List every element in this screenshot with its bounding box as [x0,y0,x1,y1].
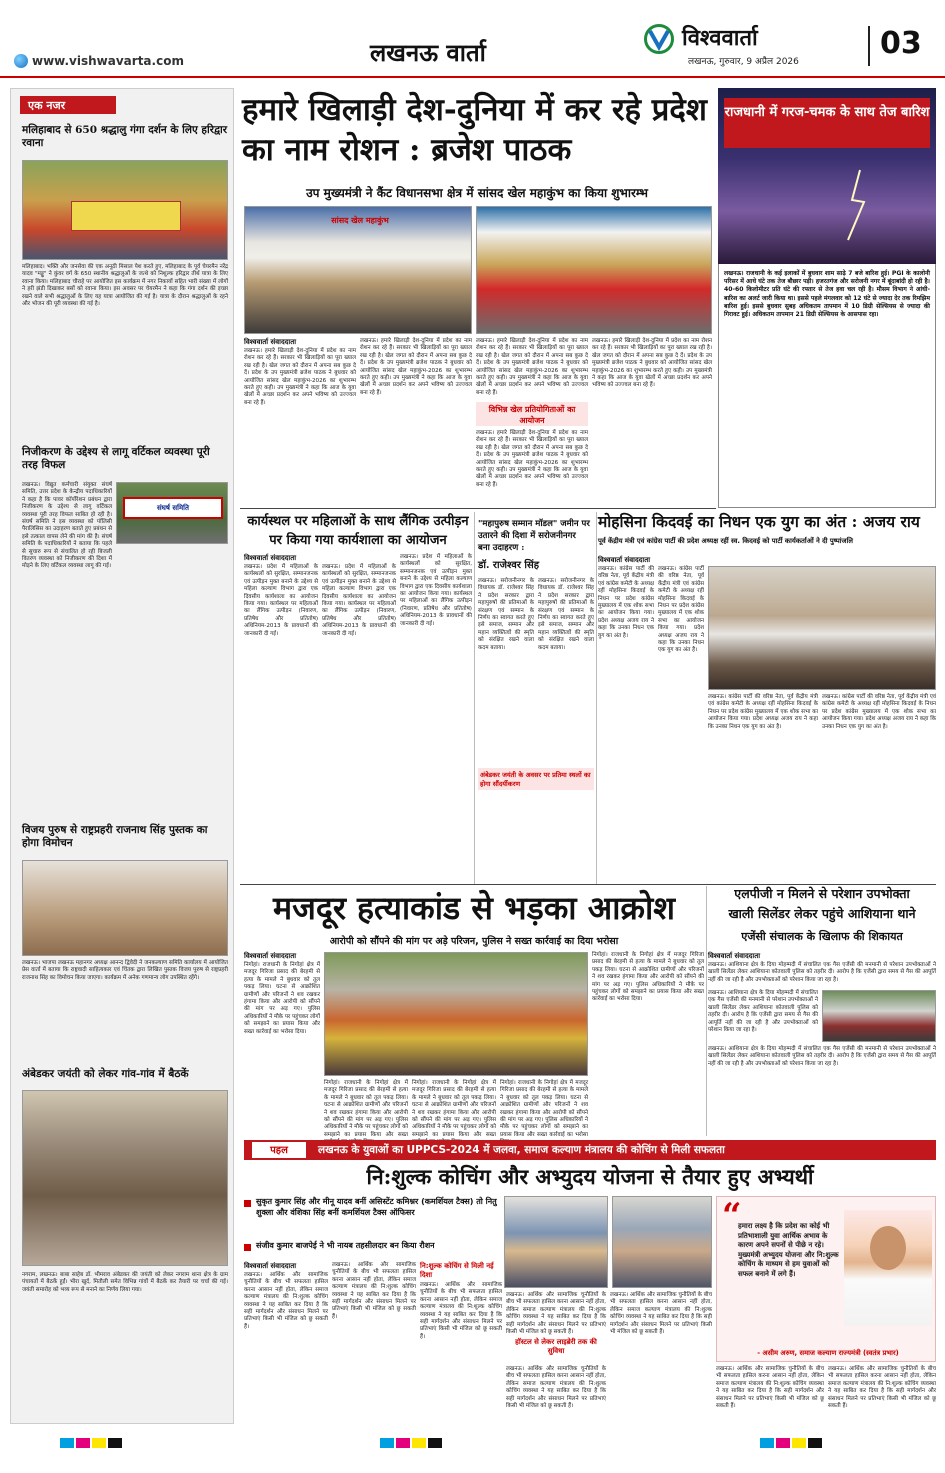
coaching-body-col8: लखनऊ। आर्थिक और सामाजिक चुनौतियों के बीच भी सफलता हासिल करना आसान नहीं होता, लेकिन समाज कल्याण मंत्रालय की नि:शुल्क कोचिंग व्यवस्था ने यह साबित कर दिया है कि सही मार्गदर्शन और संसाधन मिलने पर प्रतिभाएं किसी भी मंजिल को छू सकती हैं। [828,1366,936,1410]
sidebar-story1-body: मलिहाबाद। भक्ति और जनसेवा की एक अनूठी मिसाल पेश करते हुए, मलिहाबाद के पूर्व चेयरमैन नरेंद्र यादव "मड्डू" ने कुंवर वर्ग के 650 स्थानीय श्रद्धालुओं के जत्थे को निशुल्क हरिद्वार तीर्थ यात्रा के लिए रवाना किया। मलिहाबाद चौराहे पर आयोजित इस कार्यक्रम में नगर निकायों सहित भारी संख्या में लोगों ने हरी झंडी दिखाकर बसों को रवाना किया। इस अवसर पर चेयरमैन ने कहा कि गंगा दर्शन की इच्छा रखने वाले सभी श्रद्धालुओं के लिए यह यात्रा आयोजित की गई है। यात्रा के दौरान श्रद्धालुओं के रहने और भोजन की पूरी व्यवस्था की गई है। [22,264,228,308]
brand-logo-icon [644,24,674,54]
quote-text: हमारा लक्ष्य है कि प्रदेश का कोई भी प्रतिभाशाली युवा आर्थिक अभाव के कारण अपने सपनों से पीछे न रहे। मुख्यमंत्री अभ्युदय योजना और नि:शुल्क कोचिंग के माध्यम से हम युवाओं को सफल बनाने में लगे हैं। [738,1222,839,1278]
lpg-photo [822,990,936,1042]
dateline: लखनऊ, गुरुवार, 9 अप्रैल 2026 [688,57,799,67]
color-mark [428,1438,442,1448]
color-mark [92,1438,106,1448]
sidebar-story3-body: लखनऊ। भाजपा लखनऊ महानगर अध्यक्ष आनन्द द्विवेदी ने जनकल्याण समिति कार्यालय में आयोजित प्रेस वार्ता में बताया कि राष्ट्रवादी साहित्यकार एवं चिंतक द्वारा लिखित पुस्तक विजय पुरुष से राष्ट्रप्रहरी राजनाथ सिंह का विमोचन किया जाएगा। कार्यक्रम में अनेक गणमान्य लोग उपस्थित रहेंगे। [22,960,228,981]
tribute-photo [708,566,936,690]
coaching-tagline: लखनऊ के युवाओं का UPPCS-2024 में जलवा, समाज कल्याण मंत्रालय की कोचिंग से मिली सफलता [318,1144,725,1156]
color-mark [776,1438,790,1448]
quote-mark-icon: “ [722,1196,742,1236]
minister-head [870,1226,906,1270]
athletes-photo [476,206,712,334]
lpg-headline2: खाली सिलेंडर लेकर पहुंचे आशियाना थाने [728,906,916,921]
coaching-box1: नि:शुल्क कोचिंग से मिली नई दिशा [420,1262,494,1279]
rule-main1-bottom [240,508,716,509]
quote-attribution: - असीम अरुण, समाज कल्याण राज्यमंत्री (स्वतंत्र प्रभार) [757,1349,899,1357]
main-subhead: उप मुख्यमंत्री ने कैंट विधानसभा क्षेत्र में सांसद खेल महाकुंभ का किया शुभारम्भ [306,186,648,200]
sidebar-story4-photo [22,1090,228,1266]
lightning-icon [830,170,890,240]
color-mark [792,1438,806,1448]
union-banner: संघर्ष समिति [123,497,223,519]
main2-body-col5: निगोहां। राजधानी के निगोहां क्षेत्र में मजदूर गिरिजा प्रसाद की बेरहमी से हत्या के मामले ने बुधवार को तूल पकड़ लिया। घटना से आक्रोशित ग्रामीणों और परिजनों ने शव रखकर हंगामा किया और आरोपी को सौंपने की मांग पर अड़ गए। पुलिस अधिकारियों ने मौके पर पहुंचकर लोगों को समझाने का प्रयास किया और सख्त कार्रवाई का भरोसा दिया। [592,952,704,1003]
sidebar-story3-title: विजय पुरुष से राष्ट्रप्रहरी राजनाथ सिंह पुस्तक का होगा विमोचन [22,824,208,850]
sidebar-story1-photo [22,160,228,260]
page-number: 03 [868,26,932,66]
lpg-body-bottom: लखनऊ। आशियाना क्षेत्र के दिया मोहम्मदी में संचालित एक गैस एजेंसी की मनमानी से परेशान उपभोक्ताओं ने खाली सिलेंडर लेकर आशियाना कोतवाली पुलिस को तहरीर दी। आरोप है कि एजेंसी द्वारा समय से गैस की आपूर्ति नहीं की जा रही है और उपभोक्ताओं को परेशान किया जा रहा है। [708,1046,936,1067]
coaching-body-col6: लखनऊ। आर्थिक और सामाजिक चुनौतियों के बीच भी सफलता हासिल करना आसान नहीं होता, लेकिन समाज कल्याण मंत्रालय की नि:शुल्क कोचिंग व्यवस्था ने यह साबित कर दिया है कि सही मार्गदर्शन और संसाधन मिलने पर प्रतिभाएं किसी भी मंजिल को छू सकती हैं। [610,1292,712,1336]
sidebar-story1-title: मलिहाबाद से 650 श्रद्धालु गंगा दर्शन के लिए हरिद्वार रवाना [22,124,228,150]
brand-name: विश्ववार्ता [682,26,758,51]
colsep-2 [596,512,597,884]
colsep-3 [706,886,707,1136]
color-mark [60,1438,74,1448]
column-subbox: अंबेडकर जयंती के अवसर पर प्रतिमा स्थलों का होगा सौंदर्यीकरण [478,768,594,790]
color-mark [108,1438,122,1448]
sidebar-story3-photo [22,860,228,956]
workshop-body-col1: लखनऊ। प्रदेश में महिलाओं के कार्यस्थलों को सुरक्षित, सम्मानजनक एवं उत्पीड़न मुक्त बनाने के उद्देश्य से महिला कल्याण विभाग द्वारा एक दिवसीय कार्यशाला का आयोजन किया गया। कार्यस्थल पर महिलाओं का लैंगिक उत्पीड़न (निवारण, प्रतिषेध और प्रतितोष) अधिनियम-2013 के प्रावधानों की जानकारी दी गई। [244,564,318,637]
main2-body-col4: निगोहां। राजधानी के निगोहां क्षेत्र में मजदूर गिरिजा प्रसाद की बेरहमी से हत्या के मामले ने बुधवार को तूल पकड़ लिया। घटना से आक्रोशित ग्रामीणों और परिजनों ने शव रखकर हंगामा किया और आरोपी को सौंपने की मांग पर अड़ गए। पुलिस अधिकारियों ने मौके पर पहुंचकर लोगों को समझाने का प्रयास किया और सख्त कार्रवाई का भरोसा [500,1080,588,1138]
obit-byline: विश्ववार्ता संवाददाता [598,556,651,564]
main1-byline: विश्ववार्ता संवाददाता [244,338,297,346]
obit-body-col2: लखनऊ। कांग्रेस पार्टी की वरिष्ठ नेता, पूर्व केंद्रीय मंत्री एवं कांग्रेस कमेटी के अध्यक्ष रहीं मोहसिना किदवई के निधन पर प्रदेश कांग्रेस मुख्यालय में एक शोक सभा का आयोजन किया गया। प्रदेश अध्यक्ष अजय राय ने कहा कि उनका निधन एक युग का अंत है। [658,566,704,654]
website-link[interactable]: www.vishwavarta.com [32,54,184,68]
color-mark [760,1438,774,1448]
main1-body-col4: लखनऊ। हमारे खिलाड़ी देश-दुनिया में प्रदेश का नाम रोशन कर रहे हैं। सरकार भी खिलाड़ियों का पूरा ख्याल रख रही है। खेल जगत को दौरान में अपना सब कुछ दे दें। प्रदेश के उप मुख्यमंत्री ब्रजेश पाठक ने बुधवार को आयोजित सांसद खेल महाकुंभ-2026 का शुभारम्भ करते हुए कही। उप मुख्यमंत्री ने कहा कि आज के युवा खेलों में अच्छा प्रदर्शन कर अपने भविष्य को उज्ज्वल बना रहे हैं। [476,430,588,488]
main-headline: हमारे खिलाड़ी देश-दुनिया में कर रहे प्रदेश का नाम रोशन : ब्रजेश पाठक [242,92,707,168]
sidebar-label: एक नजर [20,96,116,114]
coaching-body-col4: लखनऊ। आर्थिक और सामाजिक चुनौतियों के बीच भी सफलता हासिल करना आसान नहीं होता, लेकिन समाज कल्याण मंत्रालय की नि:शुल्क कोचिंग व्यवस्था ने यह साबित कर दिया है कि सही मार्गदर्शन और संसाधन मिलने पर प्रतिभाएं किसी भी मंजिल को छू सकती हैं। [506,1292,606,1336]
color-mark [76,1438,90,1448]
obit-subhead: पूर्व केंद्रीय मंत्री एवं कांग्रेस पार्टी की प्रदेश अध्यक्ष रहीं स्व. किदवई को पार्टी कार्यकर्ताओं ने दी पुष्पांजलि [598,537,853,545]
coaching-body-col5: लखनऊ। आर्थिक और सामाजिक चुनौतियों के बीच भी सफलता हासिल करना आसान नहीं होता, लेकिन समाज कल्याण मंत्रालय की नि:शुल्क कोचिंग व्यवस्था ने यह साबित कर दिया है कि सही मार्गदर्शन और संसाधन मिलने पर प्रतिभाएं किसी भी मंजिल को छू सकती हैं। [506,1366,606,1410]
sports-event-photo [244,206,472,334]
protest-photo [324,952,588,1076]
obit-body-col4: लखनऊ। कांग्रेस पार्टी की वरिष्ठ नेता, पूर्व केंद्रीय मंत्री एवं कांग्रेस कमेटी के अध्यक्ष रहीं मोहसिना किदवई के निधन पर प्रदेश कांग्रेस मुख्यालय में एक शोक सभा का आयोजन किया गया। प्रदेश अध्यक्ष अजय राय ने कहा कि उनका निधन एक युग का अंत है। [822,694,936,730]
sidebar-story4-body: नगराम, लखनऊ। बाबा साहेब डॉ. भीमराव अंबेडकर की जयंती को लेकर नगराम थाना क्षेत्र के ग्राम पंचायतों में बैठकें हुईं। भीरा खुर्द, मितौली समेत विभिन्न गांवों में बैठकें कर तैयारी पर चर्चा की गई। जयंती समारोह को भव्य रूप से मनाने का निर्णय लिया गया। [22,1272,228,1293]
column-body-col2: लखनऊ। सरोजनीनगर के विधायक डॉ. राजेश्वर सिंह ने प्रदेश सरकार द्वारा महापुरुषों की प्रतिमाओं के संरक्षण एवं सम्मान के निर्णय का स्वागत करते हुए इसे समाज, सम्मान और महान व्यक्तित्वों की स्मृति को संरक्षित रखने वाला कदम बताया। [538,578,594,651]
main2-body-col3: निगोहां। राजधानी के निगोहां क्षेत्र में मजदूर गिरिजा प्रसाद की बेरहमी से हत्या के मामले ने बुधवार को तूल पकड़ लिया। घटना से आक्रोशित ग्रामीणों और परिजनों ने शव रखकर हंगामा किया और आरोपी को सौंपने की मांग पर अड़ गए। पुलिस अधिकारियों ने मौके पर पहुंचकर लोगों को समझाने का प्रयास किया और सख्त [412,1080,496,1138]
main1-inset-label: विभिन्न खेल प्रतियोगिताओं का आयोजन [476,402,588,426]
main2-body-col1: निगोहां। राजधानी के निगोहां क्षेत्र में मजदूर गिरिजा प्रसाद की बेरहमी से हत्या के मामले ने बुधवार को तूल पकड़ लिया। घटना से आक्रोशित ग्रामीणों और परिजनों ने शव रखकर हंगामा किया और आरोपी को सौंपने की मांग पर अड़ गए। पुलिस अधिकारियों ने मौके पर पहुंचकर लोगों को समझाने का प्रयास किया और सख्त कार्रवाई का भरोसा दिया। [244,962,321,1035]
weather-title: राजधानी में गरज-चमक के साथ तेज बारिश [724,98,930,148]
main2-body-col2: निगोहां। राजधानी के निगोहां क्षेत्र में मजदूर गिरिजा प्रसाद की बेरहमी से हत्या के मामले ने बुधवार को तूल पकड़ लिया। घटना से आक्रोशित ग्रामीणों और परिजनों ने शव रखकर हंगामा किया और आरोपी को सौंपने की मांग पर अड़ गए। पुलिस अधिकारियों ने मौके पर पहुंचकर लोगों को समझाने का प्रयास किया और सख्त [324,1080,408,1138]
event-banner: सांसद खेल महाकुंभ [331,216,389,225]
globe-icon [14,54,28,68]
lpg-headline1: एलपीजी न मिलने से परेशान उपभोक्ता [734,886,910,901]
main1-body-col3: लखनऊ। हमारे खिलाड़ी देश-दुनिया में प्रदेश का नाम रोशन कर रहे हैं। सरकार भी खिलाड़ियों का पूरा ख्याल रख रही है। खेल जगत को दौरान में अपना सब कुछ दे दें। प्रदेश के उप मुख्यमंत्री ब्रजेश पाठक ने बुधवार को आयोजित सांसद खेल महाकुंभ-2026 का शुभारम्भ करते हुए कही। उप मुख्यमंत्री ने कहा कि आज के युवा खेलों में अच्छा प्रदर्शन कर अपने भविष्य को उज्ज्वल बना रहे हैं। [476,338,588,396]
bullet2-icon [244,1244,251,1251]
workshop-headline: कार्यस्थल पर महिलाओं के साथ लैंगिक उत्पीड़न पर किया गया कार्यशाला का आयोजन [247,514,469,548]
students-photo-1 [504,1196,608,1288]
main1-body-col2: लखनऊ। हमारे खिलाड़ी देश-दुनिया में प्रदेश का नाम रोशन कर रहे हैं। सरकार भी खिलाड़ियों का पूरा ख्याल रख रही है। खेल जगत को दौरान में अपना सब कुछ दे दें। प्रदेश के उप मुख्यमंत्री ब्रजेश पाठक ने बुधवार को आयोजित सांसद खेल महाकुंभ-2026 का शुभारम्भ करते हुए कही। उप मुख्यमंत्री ने कहा कि आज के युवा खेलों में अच्छा प्रदर्शन कर अपने भविष्य को उज्ज्वल बना रहे हैं। [360,338,472,396]
colsep-1 [474,512,475,884]
coaching-box2: हॉस्टल से लेकर लाइब्रेरी तक की सुविधा [515,1338,597,1355]
main1-body-col5: लखनऊ। हमारे खिलाड़ी देश-दुनिया में प्रदेश का नाम रोशन कर रहे हैं। सरकार भी खिलाड़ियों का पूरा ख्याल रख रही है। खेल जगत को दौरान में अपना सब कुछ दे दें। प्रदेश के उप मुख्यमंत्री ब्रजेश पाठक ने बुधवार को आयोजित सांसद खेल महाकुंभ-2026 का शुभारम्भ करते हुए कही। उप मुख्यमंत्री ने कहा कि आज के युवा खेलों में अच्छा प्रदर्शन कर अपने भविष्य को उज्ज्वल बना रहे हैं। [592,338,712,389]
coaching-headline: नि:शुल्क कोचिंग और अभ्युदय योजना से तैयार हुए अभ्यर्थी [366,1164,814,1189]
students-photo-2 [612,1196,712,1288]
main2-subhead: आरोपी को सौंपने की मांग पर अड़े परिजन, पुलिस ने सख्त कार्रवाई का दिया भरोसा [329,936,619,947]
sidebar-story2-photo [116,482,228,544]
main1-body-col1: लखनऊ। हमारे खिलाड़ी देश-दुनिया में प्रदेश का नाम रोशन कर रहे हैं। सरकार भी खिलाड़ियों का पूरा ख्याल रख रही है। खेल जगत को दौरान में अपना सब कुछ दे दें। प्रदेश के उप मुख्यमंत्री ब्रजेश पाठक ने बुधवार को आयोजित सांसद खेल महाकुंभ-2026 का शुभारम्भ करते हुए कही। उप मुख्यमंत्री ने कहा कि आज के युवा खेलों में अच्छा प्रदर्शन कर अपने भविष्य को उज्ज्वल बना रहे हैं। [244,348,356,406]
obit-body-col1: लखनऊ। कांग्रेस पार्टी की वरिष्ठ नेता, पूर्व केंद्रीय मंत्री एवं कांग्रेस कमेटी के अध्यक्ष रहीं मोहसिना किदवई के निधन पर प्रदेश कांग्रेस मुख्यालय में एक शोक सभा का आयोजन किया गया। प्रदेश अध्यक्ष अजय राय ने कहा कि उनका निधन एक युग का अंत है। [598,566,654,639]
color-mark [396,1438,410,1448]
coaching-bullet-2: संजीव कुमार बाजपेई ने भी नायब तहसीलदार बन किया रौशन [256,1241,435,1250]
sidebar-story2-title: निजीकरण के उद्देश्य से लागू वर्टिकल व्यवस्था पूरी तरह विफल [22,446,210,472]
main2-headline: मजदूर हत्याकांड से भड़का आक्रोश [272,889,676,927]
column-body-col1: लखनऊ। सरोजनीनगर के विधायक डॉ. राजेश्वर सिंह ने प्रदेश सरकार द्वारा महापुरुषों की प्रतिमाओं के संरक्षण एवं सम्मान के निर्णय का स्वागत करते हुए इसे समाज, सम्मान और महान व्यक्तित्वों की स्मृति को संरक्षित रखने वाला कदम बताया। [478,578,534,651]
color-mark [808,1438,822,1448]
banner-graphic [71,201,181,231]
rule-mid-bottom [240,884,936,885]
column-title: "महापुरुष सम्मान मॉडल" जमीन पर उतारने की दिशा में सरोजनीनगर बना उदाहरण : [478,519,590,553]
coaching-bullet-1: सुकृत कुमार सिंह और मीनू यादव बनीं असिस्टेंट कमिश्नर (कमर्शियल टैक्स) तो नितु शुक्ला और वंशिका सिंह बनीं कमर्शियल टैक्स ऑफिसर [256,1197,497,1217]
coaching-body-col7: लखनऊ। आर्थिक और सामाजिक चुनौतियों के बीच भी सफलता हासिल करना आसान नहीं होता, लेकिन समाज कल्याण मंत्रालय की नि:शुल्क कोचिंग व्यवस्था ने यह साबित कर दिया है कि सही मार्गदर्शन और संसाधन मिलने पर प्रतिभाएं किसी भी मंजिल को छू सकती हैं। [716,1366,824,1410]
coaching-body-col2: लखनऊ। आर्थिक और सामाजिक चुनौतियों के बीच भी सफलता हासिल करना आसान नहीं होता, लेकिन समाज कल्याण मंत्रालय की नि:शुल्क कोचिंग व्यवस्था ने यह साबित कर दिया है कि सही मार्गदर्शन और संसाधन मिलने पर प्रतिभाएं किसी भी मंजिल को छू सकती हैं। [332,1262,416,1320]
color-mark [380,1438,394,1448]
coaching-tag: पहल [252,1142,306,1158]
workshop-byline: विश्ववार्ता संवाददाता [244,554,297,562]
workshop-body-col2: लखनऊ। प्रदेश में महिलाओं के कार्यस्थलों को सुरक्षित, सम्मानजनक एवं उत्पीड़न मुक्त बनाने के उद्देश्य से महिला कल्याण विभाग द्वारा एक दिवसीय कार्यशाला का आयोजन किया गया। कार्यस्थल पर महिलाओं का लैंगिक उत्पीड़न (निवारण, प्रतिषेध और प्रतितोष) अधिनियम-2013 के प्रावधानों की जानकारी दी गई। [322,564,396,637]
sidebar-story2-body: लखनऊ। विद्युत कर्मचारी संयुक्त संघर्ष समिति, उत्तर प्रदेश के केन्द्रीय पदाधिकारियों ने कहा है कि पावर कॉर्पोरेशन प्रबंधन द्वारा निजीकरण के उद्देश्य से लागू वर्टिकल व्यवस्था पूरी तरह विफल साबित हो रही है। संघर्ष समिति ने इस व्यवस्था को पॉलिसी पैरालिसिस का उदाहरण बताते हुए प्रबंधन से इसे तत्काल वापस लेने की मांग की है। संघर्ष समिति के पदाधिकारियों ने बताया कि पहले से सुचारु रूप से संचालित हो रही बिजली वितरण व्यवस्था को निजीकरण की दिशा में मोड़ने के लिए वर्टिकल व्यवस्था लागू की गई। [22,482,112,570]
obit-headline: मोहसिना किदवई का निधन एक युग का अंत : अजय राय [598,512,920,531]
lpg-subhead: एजेंसी संचालक के खिलाफ की शिकायत [741,930,903,943]
main2-byline: विश्ववार्ता संवाददाता [244,952,297,960]
weather-body: लखनऊ। राजधानी के कई इलाकों में बुधवार शाम साढ़े 7 बजे बारिश हुई। PGI के कालोनी परिसर में आधे घंटे तक तेज बौछार पड़ी। हजरतगंज और सरोजनी नगर में बूंदाबांदी हो रही है। 40-60 किलोमीटर प्रति घंटे की रफ्तार से तेज हवा चल रही है। मौसम विभाग ने आंधी-बारिश का अलर्ट जारी किया था। इससे पहले मंगलवार को 12 घंटे से ज्यादा देर तक रिमझिम बारिश हुई। इससे बुधवार सुबह अधिकतम तापमान में 10 डिग्री सेल्सियस से ज्यादा की गिरावट हुई। अधिकतम तापमान 21 डिग्री सेल्सियस के आसपास रहा। [724,270,930,319]
bullet1-icon [244,1200,251,1207]
obit-body-col3: लखनऊ। कांग्रेस पार्टी की वरिष्ठ नेता, पूर्व केंद्रीय मंत्री एवं कांग्रेस कमेटी के अध्यक्ष रहीं मोहसिना किदवई के निधन पर प्रदेश कांग्रेस मुख्यालय में एक शोक सभा का आयोजन किया गया। प्रदेश अध्यक्ष अजय राय ने कहा कि उनका निधन एक युग का अंत है। [708,694,818,730]
coaching-body-col1: लखनऊ। आर्थिक और सामाजिक चुनौतियों के बीच भी सफलता हासिल करना आसान नहीं होता, लेकिन समाज कल्याण मंत्रालय की नि:शुल्क कोचिंग व्यवस्था ने यह साबित कर दिया है कि सही मार्गदर्शन और संसाधन मिलने पर प्रतिभाएं किसी भी मंजिल को छू सकती हैं। [244,1272,328,1330]
page-header [0,0,945,78]
lpg-byline: विश्ववार्ता संवाददाता [708,952,761,960]
coaching-body-col3: लखनऊ। आर्थिक और सामाजिक चुनौतियों के बीच भी सफलता हासिल करना आसान नहीं होता, लेकिन समाज कल्याण मंत्रालय की नि:शुल्क कोचिंग व्यवस्था ने यह साबित कर दिया है कि सही मार्गदर्शन और संसाधन मिलने पर प्रतिभाएं किसी भी मंजिल को छू सकती हैं। [420,1282,502,1340]
coaching-byline: विश्ववार्ता संवाददाता [244,1262,297,1270]
workshop-body-col3: लखनऊ। प्रदेश में महिलाओं के कार्यस्थलों को सुरक्षित, सम्मानजनक एवं उत्पीड़न मुक्त बनाने के उद्देश्य से महिला कल्याण विभाग द्वारा एक दिवसीय कार्यशाला का आयोजन किया गया। कार्यस्थल पर महिलाओं का लैंगिक उत्पीड़न (निवारण, प्रतिषेध और प्रतितोष) अधिनियम-2013 के प्रावधानों की जानकारी दी गई। [400,554,472,627]
print-marks [0,1432,945,1473]
lpg-body-left: लखनऊ। आशियाना क्षेत्र के दिया मोहम्मदी में संचालित एक गैस एजेंसी की मनमानी से परेशान उपभोक्ताओं ने खाली सिलेंडर लेकर आशियाना कोतवाली पुलिस को तहरीर दी। आरोप है कि एजेंसी द्वारा समय से गैस की आपूर्ति नहीं की जा रही है और उपभोक्ताओं को परेशान किया जा रहा है। [708,990,818,1034]
section-title: लखनऊ वार्ता [370,38,486,67]
column-author: डॉ. राजेश्वर सिंह [478,560,540,571]
coaching-bullets [244,1196,500,1256]
minister-photo [844,1210,932,1326]
lpg-body-top: लखनऊ। आशियाना क्षेत्र के दिया मोहम्मदी में संचालित एक गैस एजेंसी की मनमानी से परेशान उपभोक्ताओं ने खाली सिलेंडर लेकर आशियाना कोतवाली पुलिस को तहरीर दी। आरोप है कि एजेंसी द्वारा समय से गैस की आपूर्ति नहीं की जा रही है और उपभोक्ताओं को परेशान किया जा रहा है। [708,962,936,983]
sidebar-story4-title: अंबेडकर जयंती को लेकर गांव-गांव में बैठकें [22,1068,189,1080]
color-mark [412,1438,426,1448]
